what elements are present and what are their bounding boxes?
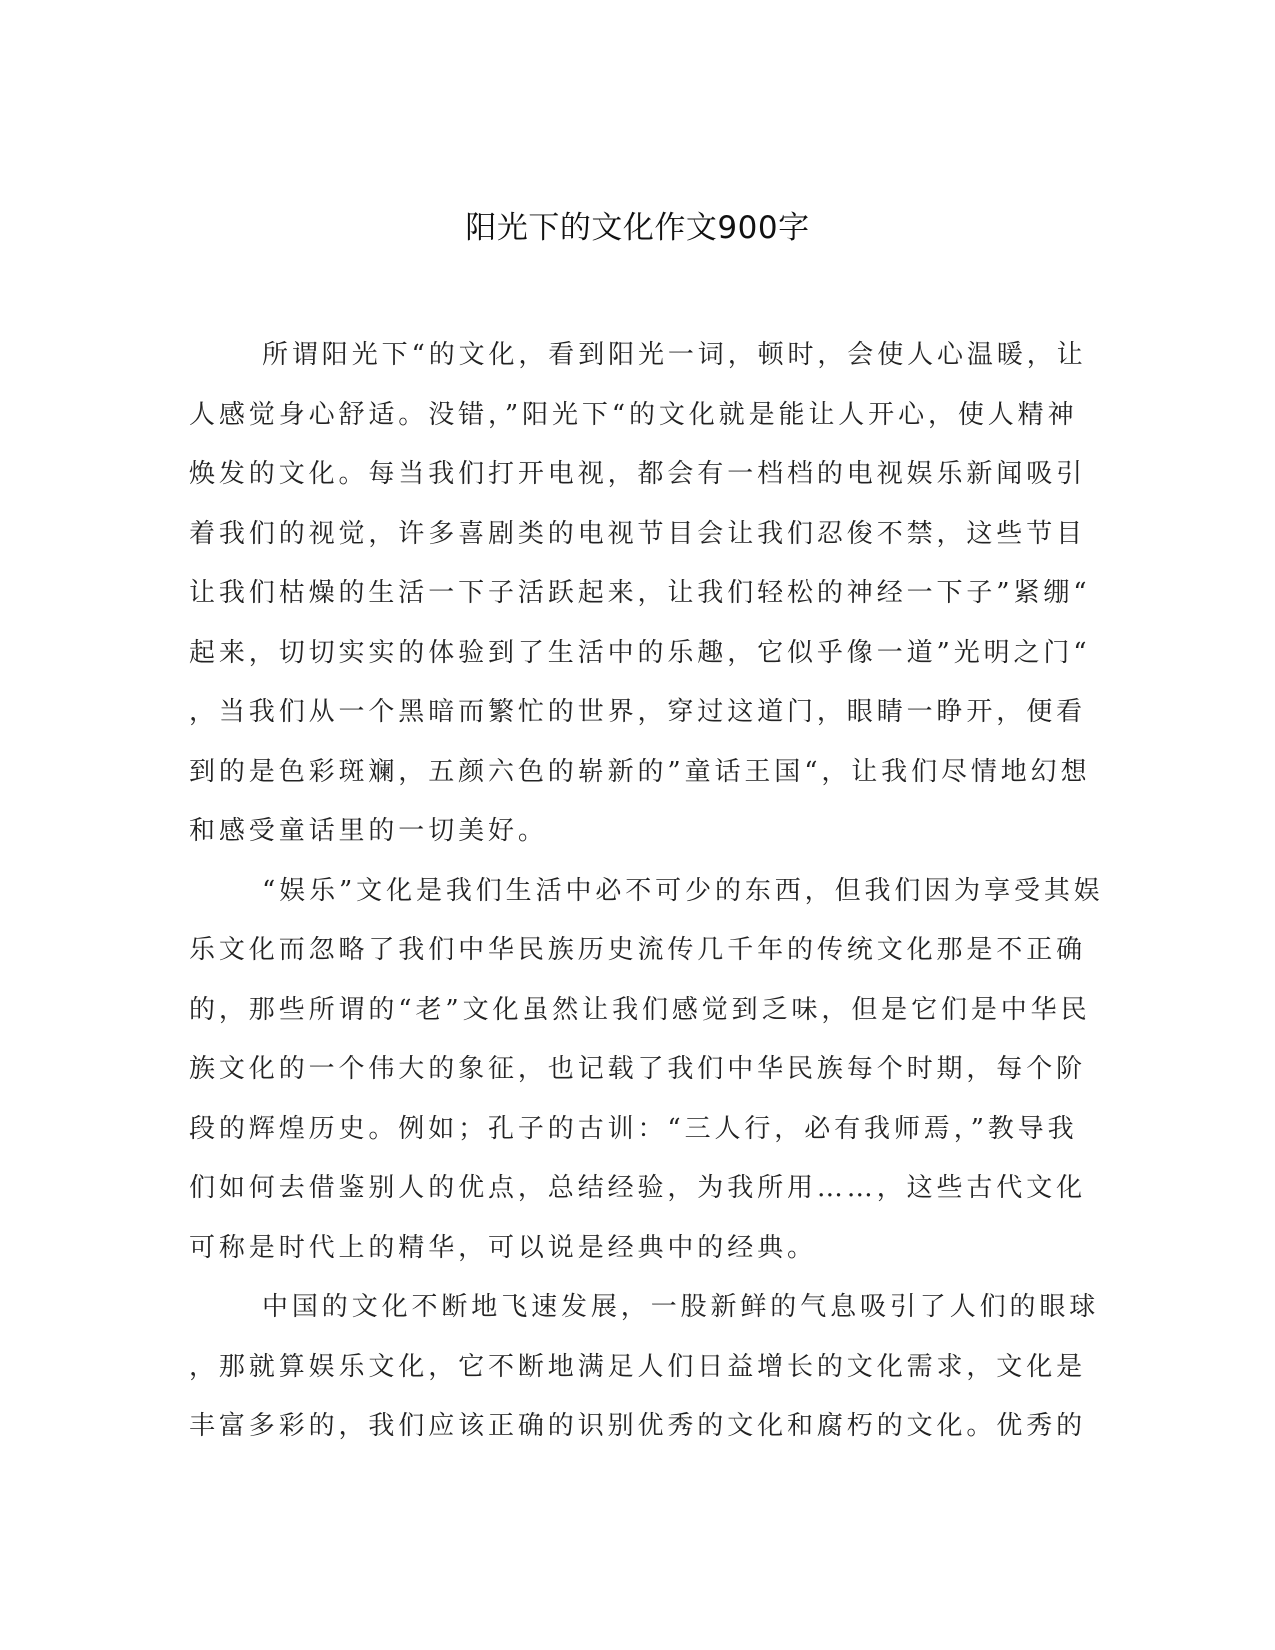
document-title: 阳光下的文化作文900字: [465, 210, 810, 246]
paragraph-3-line-3: 丰富多彩的，我们应该正确的识别优秀的文化和腐朽的文化。优秀的: [189, 1411, 1087, 1441]
paragraph-2-line-7: 可称是时代上的精华，可以说是经典中的经典。: [189, 1232, 817, 1263]
document-body: [189, 326, 1104, 1457]
paragraph-3-line-2: ，那就算娱乐文化，它不断地满足人们日益增长的文化需求，文化是: [189, 1351, 1087, 1382]
paragraph-1-line-4: 着我们的视觉，许多喜剧类的电视节目会让我们忍俊不禁，这些节目: [189, 518, 1087, 549]
paragraph-1-line-3: 焕发的文化。每当我们打开电视，都会有一档档的电视娱乐新闻吸引: [189, 459, 1087, 489]
paragraph-2-line-4: 族文化的一个伟大的象征，也记载了我们中华民族每个时期，每个阶: [189, 1054, 1087, 1084]
paragraph-1-line-8: 到的是色彩斑斓，五颜六色的崭新的”童话王国“，让我们尽情地幻想: [189, 756, 1091, 787]
paragraph-3-line-1: 中国的文化不断地飞速发展，一股新鲜的气息吸引了人们的眼球: [262, 1292, 1100, 1322]
paragraph-1-line-9: 和感受童话里的一切美好。: [189, 816, 548, 846]
paragraph-2-line-5: 段的辉煌历史。例如；孔子的古训：“三人行，必有我师焉，”教导我: [189, 1113, 1078, 1144]
paragraph-2-line-6: 们如何去借鉴别人的优点，总结经验，为我所用……，这些古代文化: [189, 1173, 1087, 1203]
paragraph-1-line-6: 起来，切切实实的体验到了生活中的乐趣，它似乎像一道”光明之门“: [189, 637, 1091, 668]
paragraph-1-line-2: 人感觉身心舒适。没错，”阳光下“的文化就是能让人开心，使人精神: [189, 399, 1078, 430]
paragraph-2-line-2: 乐文化而忽略了我们中华民族历史流传几千年的传统文化那是不正确: [189, 935, 1087, 965]
paragraph-1-line-7: ，当我们从一个黑暗而繁忙的世界，穿过这道门，眼睛一睁开，便看: [189, 697, 1087, 727]
paragraph-2-line-1: “娱乐”文化是我们生活中必不可少的东西，但我们因为享受其娱: [262, 875, 1104, 906]
paragraph-1-line-5: 让我们枯燥的生活一下子活跃起来，让我们轻松的神经一下子”紧绷“: [189, 578, 1091, 608]
paragraph-2-line-3: 的，那些所谓的“老”文化虽然让我们感觉到乏味，但是它们是中华民: [189, 994, 1091, 1025]
paragraph-1-line-1: 所谓阳光下“的文化，看到阳光一词，顿时，会使人心温暖，让: [262, 340, 1087, 370]
